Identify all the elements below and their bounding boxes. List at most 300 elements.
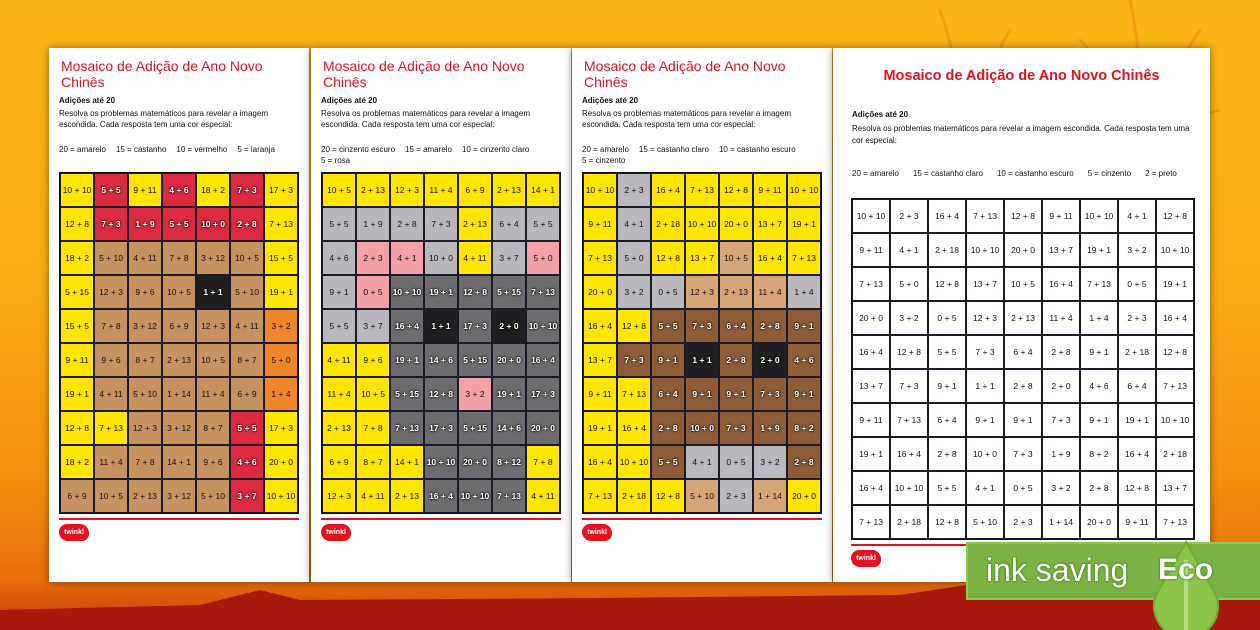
mosaic-cell: 9 + 1 — [1004, 403, 1042, 437]
mosaic-cell: 20 + 0 — [852, 301, 890, 335]
mosaic-cell: 10 + 0 — [196, 207, 230, 241]
mosaic-cell: 7 + 3 — [685, 309, 719, 343]
mosaic-cell: 16 + 4 — [852, 471, 890, 505]
mosaic-cell: 12 + 3 — [94, 275, 128, 309]
mosaic-cell: 10 + 10 — [390, 275, 424, 309]
mosaic-cell: 2 + 0 — [753, 343, 787, 377]
mosaic-cell: 1 + 1 — [196, 275, 230, 309]
mosaic-cell: 5 + 5 — [162, 207, 196, 241]
mosaic-cell: 10 + 10 — [787, 173, 821, 207]
mosaic-cell: 1 + 1 — [685, 343, 719, 377]
mosaic-cell: 1 + 4 — [1080, 301, 1118, 335]
legend-item: 5 = cinzento — [1087, 169, 1132, 178]
mosaic-cell: 5 + 0 — [264, 343, 298, 377]
mosaic-cell: 14 + 6 — [424, 343, 458, 377]
mosaic-cell: 20 + 0 — [458, 445, 492, 479]
mosaic-cell: 7 + 3 — [94, 207, 128, 241]
mosaic-cell: 7 + 3 — [966, 335, 1004, 369]
mosaic-cell: 20 + 0 — [1004, 233, 1042, 267]
mosaic-cell: 17 + 3 — [458, 309, 492, 343]
mosaic-cell: 6 + 4 — [492, 207, 526, 241]
mosaic-cell: 7 + 13 — [890, 403, 928, 437]
mosaic-cell: 9 + 1 — [787, 309, 821, 343]
mosaic-cell: 2 + 8 — [230, 207, 264, 241]
mosaic-cell: 8 + 7 — [128, 343, 162, 377]
mosaic-cell: 12 + 8 — [1156, 199, 1194, 233]
mosaic-cell: 20 + 0 — [526, 411, 560, 445]
mosaic-cell: 5 + 5 — [651, 445, 685, 479]
color-legend — [321, 144, 561, 166]
mosaic-cell: 2 + 0 — [492, 309, 526, 343]
mosaic-cell: 2 + 18 — [928, 233, 966, 267]
mosaic-cell: 5 + 5 — [526, 207, 560, 241]
mosaic-cell: 9 + 1 — [1080, 403, 1118, 437]
mosaic-cell: 14 + 1 — [526, 173, 560, 207]
mosaic-cell: 2 + 8 — [719, 343, 753, 377]
mosaic-cell: 18 + 2 — [60, 445, 94, 479]
mosaic-cell: 16 + 4 — [1042, 267, 1080, 301]
mosaic-cell: 10 + 10 — [526, 309, 560, 343]
mosaic-cell: 5 + 15 — [60, 275, 94, 309]
mosaic-cell: 7 + 3 — [424, 207, 458, 241]
legend-item: 15 = castanho claro — [638, 145, 709, 154]
mosaic-cell: 16 + 4 — [526, 343, 560, 377]
mosaic-cell: 8 + 2 — [787, 411, 821, 445]
mosaic-cell: 12 + 8 — [617, 309, 651, 343]
twinkl-logo: twinkl — [851, 550, 881, 567]
mosaic-cell: 3 + 2 — [617, 275, 651, 309]
mosaic-cell: 12 + 8 — [1004, 199, 1042, 233]
mosaic-cell: 7 + 8 — [128, 445, 162, 479]
mosaic-cell: 2 + 13 — [1004, 301, 1042, 335]
mosaic-cell: 10 + 5 — [356, 377, 390, 411]
mosaic-cell: 2 + 13 — [162, 343, 196, 377]
mosaic-cell: 6 + 4 — [719, 309, 753, 343]
mosaic-cell: 7 + 13 — [264, 207, 298, 241]
worksheet-title: Mosaico de Adição de Ano Novo Chinês — [584, 58, 786, 90]
mosaic-cell: 12 + 8 — [651, 241, 685, 275]
mosaic-cell: 3 + 7 — [230, 479, 264, 513]
mosaic-cell: 12 + 8 — [60, 207, 94, 241]
worksheet-1 — [49, 48, 309, 582]
mosaic-cell: 12 + 8 — [928, 267, 966, 301]
mosaic-cell: 16 + 4 — [1156, 301, 1194, 335]
worksheet-instructions: Resolva os problemas matemáticos para revelar a imagem escondida. Cada resposta tem uma cor especial: — [852, 124, 1190, 145]
mosaic-cell: 6 + 9 — [230, 377, 264, 411]
mosaic-cell: 10 + 5 — [1004, 267, 1042, 301]
mosaic-cell: 2 + 13 — [458, 207, 492, 241]
mosaic-cell: 9 + 6 — [196, 445, 230, 479]
mosaic-cell: 1 + 1 — [966, 369, 1004, 403]
mosaic-cell: 5 + 5 — [651, 309, 685, 343]
mosaic-cell: 7 + 3 — [890, 369, 928, 403]
mosaic-cell: 7 + 13 — [617, 377, 651, 411]
mosaic-cell: 14 + 6 — [492, 411, 526, 445]
mosaic-cell: 20 + 0 — [787, 479, 821, 513]
mosaic-cell: 4 + 11 — [230, 309, 264, 343]
mosaic-cell: 7 + 8 — [526, 445, 560, 479]
mosaic-cell: 9 + 6 — [128, 275, 162, 309]
mosaic-cell: 2 + 18 — [617, 479, 651, 513]
legend-item: 15 = castanho — [115, 145, 167, 154]
mosaic-cell: 12 + 8 — [928, 505, 966, 539]
mosaic-cell: 3 + 2 — [753, 445, 787, 479]
mosaic-cell: 3 + 12 — [162, 479, 196, 513]
mosaic-cell: 4 + 1 — [617, 207, 651, 241]
mosaic-cell: 19 + 1 — [787, 207, 821, 241]
twinkl-logo: twinkl — [582, 524, 612, 541]
mosaic-cell: 0 + 5 — [356, 275, 390, 309]
mosaic-cell: 2 + 8 — [1042, 335, 1080, 369]
mosaic-cell: 12 + 3 — [128, 411, 162, 445]
mosaic-cell: 2 + 3 — [356, 241, 390, 275]
mosaic-cell: 2 + 3 — [719, 479, 753, 513]
mosaic-grid — [851, 198, 1195, 540]
mosaic-cell: 10 + 10 — [1156, 233, 1194, 267]
mosaic-cell: 16 + 4 — [651, 173, 685, 207]
mosaic-cell: 16 + 4 — [617, 411, 651, 445]
mosaic-cell: 3 + 2 — [264, 309, 298, 343]
mosaic-grid — [321, 172, 561, 514]
mosaic-cell: 5 + 15 — [390, 377, 424, 411]
mosaic-cell: 1 + 14 — [1042, 505, 1080, 539]
mosaic-cell: 4 + 6 — [162, 173, 196, 207]
legend-item: 15 = castanho claro — [912, 169, 983, 178]
mosaic-cell: 9 + 6 — [356, 343, 390, 377]
mosaic-cell: 0 + 5 — [928, 301, 966, 335]
worksheet-title: Mosaico de Adição de Ano Novo Chinês — [323, 58, 525, 90]
mosaic-cell: 12 + 3 — [966, 301, 1004, 335]
worksheet-3 — [572, 48, 832, 582]
mosaic-cell: 14 + 1 — [390, 445, 424, 479]
mosaic-cell: 19 + 1 — [60, 377, 94, 411]
mosaic-cell: 11 + 4 — [322, 377, 356, 411]
mosaic-cell: 13 + 7 — [966, 267, 1004, 301]
mosaic-cell: 19 + 1 — [852, 437, 890, 471]
mosaic-cell: 7 + 13 — [966, 199, 1004, 233]
legend-item: 2 = preto — [1145, 169, 1177, 178]
color-legend — [582, 144, 822, 166]
mosaic-cell: 9 + 11 — [583, 207, 617, 241]
mosaic-cell: 17 + 3 — [264, 411, 298, 445]
mosaic-cell: 10 + 0 — [685, 411, 719, 445]
mosaic-cell: 13 + 7 — [753, 207, 787, 241]
mosaic-cell: 13 + 7 — [685, 241, 719, 275]
mosaic-cell: 20 + 0 — [1080, 505, 1118, 539]
mosaic-cell: 2 + 8 — [753, 309, 787, 343]
worksheet-subtitle: Adições até 20 — [321, 96, 378, 105]
mosaic-cell: 5 + 5 — [94, 173, 128, 207]
mosaic-cell: 5 + 15 — [458, 343, 492, 377]
mosaic-cell: 7 + 3 — [1042, 403, 1080, 437]
mosaic-cell: 7 + 13 — [1156, 505, 1194, 539]
mosaic-cell: 3 + 2 — [890, 301, 928, 335]
mosaic-cell: 8 + 2 — [1080, 437, 1118, 471]
mosaic-cell: 4 + 11 — [356, 479, 390, 513]
mosaic-cell: 19 + 1 — [1156, 267, 1194, 301]
mosaic-cell: 5 + 5 — [230, 411, 264, 445]
mosaic-cell: 7 + 3 — [753, 377, 787, 411]
legend-item: 10 = castanho escuro — [718, 145, 796, 154]
mosaic-cell: 10 + 10 — [1080, 199, 1118, 233]
mosaic-cell: 9 + 1 — [651, 343, 685, 377]
mosaic-cell: 9 + 11 — [583, 377, 617, 411]
mosaic-cell: 4 + 11 — [458, 241, 492, 275]
mosaic-cell: 7 + 3 — [230, 173, 264, 207]
mosaic-cell: 12 + 8 — [458, 275, 492, 309]
twinkl-logo: twinkl — [321, 524, 351, 541]
mosaic-cell: 9 + 11 — [1042, 199, 1080, 233]
legend-item: 20 = amarelo — [59, 145, 106, 154]
mosaic-cell: 4 + 1 — [890, 233, 928, 267]
mosaic-cell: 1 + 9 — [128, 207, 162, 241]
mosaic-cell: 4 + 1 — [966, 471, 1004, 505]
mosaic-cell: 10 + 10 — [685, 207, 719, 241]
mosaic-cell: 2 + 3 — [1118, 301, 1156, 335]
mosaic-cell: 6 + 9 — [162, 309, 196, 343]
mosaic-cell: 7 + 13 — [685, 173, 719, 207]
mosaic-cell: 10 + 0 — [424, 241, 458, 275]
twinkl-logo: twinkl — [59, 524, 89, 541]
mosaic-cell: 0 + 5 — [651, 275, 685, 309]
mosaic-cell: 2 + 13 — [356, 173, 390, 207]
mosaic-cell: 11 + 4 — [196, 377, 230, 411]
legend-item: 20 = amarelo — [852, 169, 899, 178]
mosaic-cell: 2 + 3 — [617, 173, 651, 207]
mosaic-cell: 16 + 4 — [583, 309, 617, 343]
mosaic-cell: 9 + 11 — [852, 233, 890, 267]
mosaic-cell: 7 + 8 — [356, 411, 390, 445]
mosaic-cell: 5 + 10 — [230, 275, 264, 309]
mosaic-cell: 8 + 7 — [230, 343, 264, 377]
mosaic-cell: 10 + 10 — [890, 471, 928, 505]
mosaic-cell: 5 + 10 — [966, 505, 1004, 539]
worksheet-title: Mosaico de Adição de Ano Novo Chinês — [883, 68, 1160, 84]
mosaic-cell: 9 + 1 — [966, 403, 1004, 437]
mosaic-cell: 4 + 6 — [787, 343, 821, 377]
mosaic-cell: 7 + 13 — [492, 479, 526, 513]
mosaic-cell: 2 + 13 — [390, 479, 424, 513]
mosaic-cell: 7 + 13 — [787, 241, 821, 275]
mosaic-cell: 6 + 4 — [1004, 335, 1042, 369]
mosaic-cell: 10 + 10 — [458, 479, 492, 513]
mosaic-cell: 11 + 4 — [753, 275, 787, 309]
mosaic-cell: 9 + 1 — [787, 377, 821, 411]
mosaic-cell: 10 + 10 — [424, 445, 458, 479]
legend-item: 20 = cinzento escuro — [321, 145, 396, 154]
mosaic-cell: 12 + 8 — [1118, 471, 1156, 505]
mosaic-cell: 7 + 3 — [719, 411, 753, 445]
footer-divider — [321, 518, 561, 520]
mosaic-cell: 12 + 3 — [685, 275, 719, 309]
mosaic-cell: 1 + 4 — [787, 275, 821, 309]
mosaic-cell: 12 + 8 — [60, 411, 94, 445]
mosaic-cell: 12 + 3 — [390, 173, 424, 207]
mosaic-cell: 9 + 6 — [94, 343, 128, 377]
mosaic-cell: 2 + 0 — [1042, 369, 1080, 403]
mosaic-cell: 7 + 13 — [852, 267, 890, 301]
mosaic-cell: 11 + 4 — [94, 445, 128, 479]
mosaic-cell: 12 + 8 — [890, 335, 928, 369]
mosaic-cell: 2 + 8 — [928, 437, 966, 471]
mosaic-cell: 11 + 4 — [424, 173, 458, 207]
mosaic-cell: 10 + 5 — [196, 343, 230, 377]
mosaic-cell: 1 + 4 — [264, 377, 298, 411]
worksheet-instructions: Resolva os problemas matemáticos para revelar a imagem escondida. Cada resposta tem uma cor especial: — [582, 109, 791, 129]
mosaic-cell: 20 + 0 — [492, 343, 526, 377]
mosaic-cell: 17 + 3 — [526, 377, 560, 411]
mosaic-cell: 4 + 1 — [390, 241, 424, 275]
mosaic-cell: 16 + 4 — [424, 479, 458, 513]
mosaic-cell: 10 + 10 — [852, 199, 890, 233]
mosaic-cell: 3 + 7 — [356, 309, 390, 343]
mosaic-cell: 10 + 5 — [94, 479, 128, 513]
mosaic-cell: 20 + 0 — [264, 445, 298, 479]
mosaic-cell: 6 + 4 — [651, 377, 685, 411]
mosaic-cell: 5 + 0 — [526, 241, 560, 275]
mosaic-cell: 9 + 1 — [928, 369, 966, 403]
worksheet-title: Mosaico de Adição de Ano Novo Chinês — [61, 58, 263, 90]
mosaic-cell: 16 + 4 — [583, 445, 617, 479]
mosaic-cell: 10 + 10 — [617, 445, 651, 479]
mosaic-cell: 4 + 1 — [1118, 199, 1156, 233]
mosaic-cell: 4 + 6 — [322, 241, 356, 275]
mosaic-cell: 6 + 9 — [458, 173, 492, 207]
mosaic-cell: 10 + 0 — [966, 437, 1004, 471]
mosaic-cell: 19 + 1 — [492, 377, 526, 411]
mosaic-cell: 5 + 5 — [322, 207, 356, 241]
mosaic-cell: 4 + 11 — [526, 479, 560, 513]
mosaic-cell: 3 + 12 — [128, 309, 162, 343]
mosaic-cell: 16 + 4 — [852, 335, 890, 369]
mosaic-cell: 7 + 8 — [94, 309, 128, 343]
legend-item: 20 = amarelo — [582, 145, 629, 154]
mosaic-cell: 7 + 13 — [526, 275, 560, 309]
mosaic-cell: 7 + 8 — [162, 241, 196, 275]
ink-saving-label: ink saving — [986, 552, 1129, 588]
mosaic-cell: 5 + 10 — [685, 479, 719, 513]
mosaic-cell: 9 + 1 — [322, 275, 356, 309]
mosaic-cell: 2 + 18 — [890, 505, 928, 539]
worksheet-subtitle: Adições até 20 — [59, 96, 116, 105]
legend-item: 10 = cinzento claro — [461, 145, 530, 154]
mosaic-cell: 10 + 10 — [583, 173, 617, 207]
mosaic-cell: 3 + 7 — [492, 241, 526, 275]
mosaic-cell: 2 + 13 — [719, 275, 753, 309]
mosaic-cell: 3 + 2 — [1042, 471, 1080, 505]
mosaic-cell: 9 + 11 — [753, 173, 787, 207]
mosaic-cell: 2 + 8 — [390, 207, 424, 241]
mosaic-cell: 1 + 9 — [356, 207, 390, 241]
mosaic-cell: 18 + 2 — [60, 241, 94, 275]
mosaic-cell: 2 + 13 — [322, 411, 356, 445]
mosaic-cell: 11 + 4 — [1042, 301, 1080, 335]
mosaic-cell: 19 + 1 — [1080, 233, 1118, 267]
mosaic-cell: 3 + 2 — [458, 377, 492, 411]
mosaic-cell: 5 + 15 — [458, 411, 492, 445]
color-legend — [59, 144, 299, 155]
mosaic-cell: 10 + 10 — [966, 233, 1004, 267]
mosaic-cell: 5 + 10 — [128, 377, 162, 411]
footer-divider — [582, 518, 822, 520]
legend-item: 5 = cinzento — [582, 156, 626, 165]
mosaic-cell: 6 + 4 — [1118, 369, 1156, 403]
mosaic-cell: 8 + 7 — [196, 411, 230, 445]
mosaic-cell: 0 + 5 — [719, 445, 753, 479]
mosaic-cell: 9 + 11 — [128, 173, 162, 207]
mosaic-cell: 4 + 1 — [685, 445, 719, 479]
mosaic-cell: 7 + 13 — [852, 505, 890, 539]
mosaic-cell: 3 + 12 — [196, 241, 230, 275]
mosaic-cell: 9 + 11 — [1118, 505, 1156, 539]
worksheet-instructions: Resolva os problemas matemáticos para revelar a imagem escondida. Cada resposta tem uma cor especial: — [321, 109, 530, 129]
mosaic-cell: 8 + 12 — [492, 445, 526, 479]
mosaic-cell: 1 + 9 — [753, 411, 787, 445]
mosaic-cell: 2 + 8 — [651, 411, 685, 445]
mosaic-cell: 16 + 4 — [1118, 437, 1156, 471]
mosaic-cell: 19 + 1 — [424, 275, 458, 309]
mosaic-cell: 1 + 14 — [753, 479, 787, 513]
mosaic-cell: 2 + 13 — [492, 173, 526, 207]
mosaic-cell: 10 + 5 — [230, 241, 264, 275]
mosaic-cell: 10 + 10 — [60, 173, 94, 207]
mosaic-cell: 13 + 7 — [852, 369, 890, 403]
mosaic-cell: 10 + 10 — [1156, 403, 1194, 437]
mosaic-cell: 2 + 18 — [651, 207, 685, 241]
mosaic-cell: 12 + 8 — [719, 173, 753, 207]
mosaic-cell: 7 + 13 — [1080, 267, 1118, 301]
mosaic-cell: 19 + 1 — [264, 275, 298, 309]
mosaic-cell: 4 + 6 — [230, 445, 264, 479]
mosaic-cell: 10 + 10 — [264, 479, 298, 513]
mosaic-cell: 20 + 0 — [583, 275, 617, 309]
mosaic-cell: 5 + 15 — [492, 275, 526, 309]
eco-label: Eco — [1158, 553, 1214, 586]
mosaic-cell: 2 + 18 — [1156, 437, 1194, 471]
mosaic-cell: 3 + 12 — [162, 411, 196, 445]
mosaic-cell: 7 + 13 — [390, 411, 424, 445]
mosaic-cell: 7 + 3 — [617, 343, 651, 377]
mosaic-cell: 12 + 8 — [1156, 335, 1194, 369]
mosaic-cell: 0 + 5 — [1004, 471, 1042, 505]
mosaic-cell: 16 + 4 — [753, 241, 787, 275]
mosaic-cell: 18 + 2 — [196, 173, 230, 207]
mosaic-cell: 5 + 0 — [617, 241, 651, 275]
mosaic-cell: 12 + 3 — [196, 309, 230, 343]
mosaic-cell: 15 + 5 — [60, 309, 94, 343]
worksheet-4 — [833, 48, 1210, 582]
mosaic-grid — [582, 172, 822, 514]
mosaic-cell: 17 + 3 — [424, 411, 458, 445]
mosaic-cell: 2 + 18 — [1118, 335, 1156, 369]
mosaic-cell: 2 + 13 — [128, 479, 162, 513]
mosaic-cell: 17 + 3 — [264, 173, 298, 207]
worksheet-subtitle: Adições até 20 — [852, 110, 909, 119]
mosaic-cell: 5 + 0 — [890, 267, 928, 301]
mosaic-cell: 9 + 11 — [60, 343, 94, 377]
mosaic-cell: 2 + 8 — [787, 445, 821, 479]
mosaic-cell: 15 + 5 — [264, 241, 298, 275]
mosaic-cell: 1 + 14 — [162, 377, 196, 411]
mosaic-cell: 7 + 3 — [1004, 437, 1042, 471]
mosaic-cell: 9 + 1 — [719, 377, 753, 411]
mosaic-cell: 9 + 11 — [852, 403, 890, 437]
mosaic-cell: 9 + 1 — [1080, 335, 1118, 369]
mosaic-cell: 13 + 7 — [1042, 233, 1080, 267]
mosaic-cell: 6 + 4 — [928, 403, 966, 437]
mosaic-cell: 12 + 8 — [424, 377, 458, 411]
legend-item: 10 = castanho escuro — [996, 169, 1074, 178]
